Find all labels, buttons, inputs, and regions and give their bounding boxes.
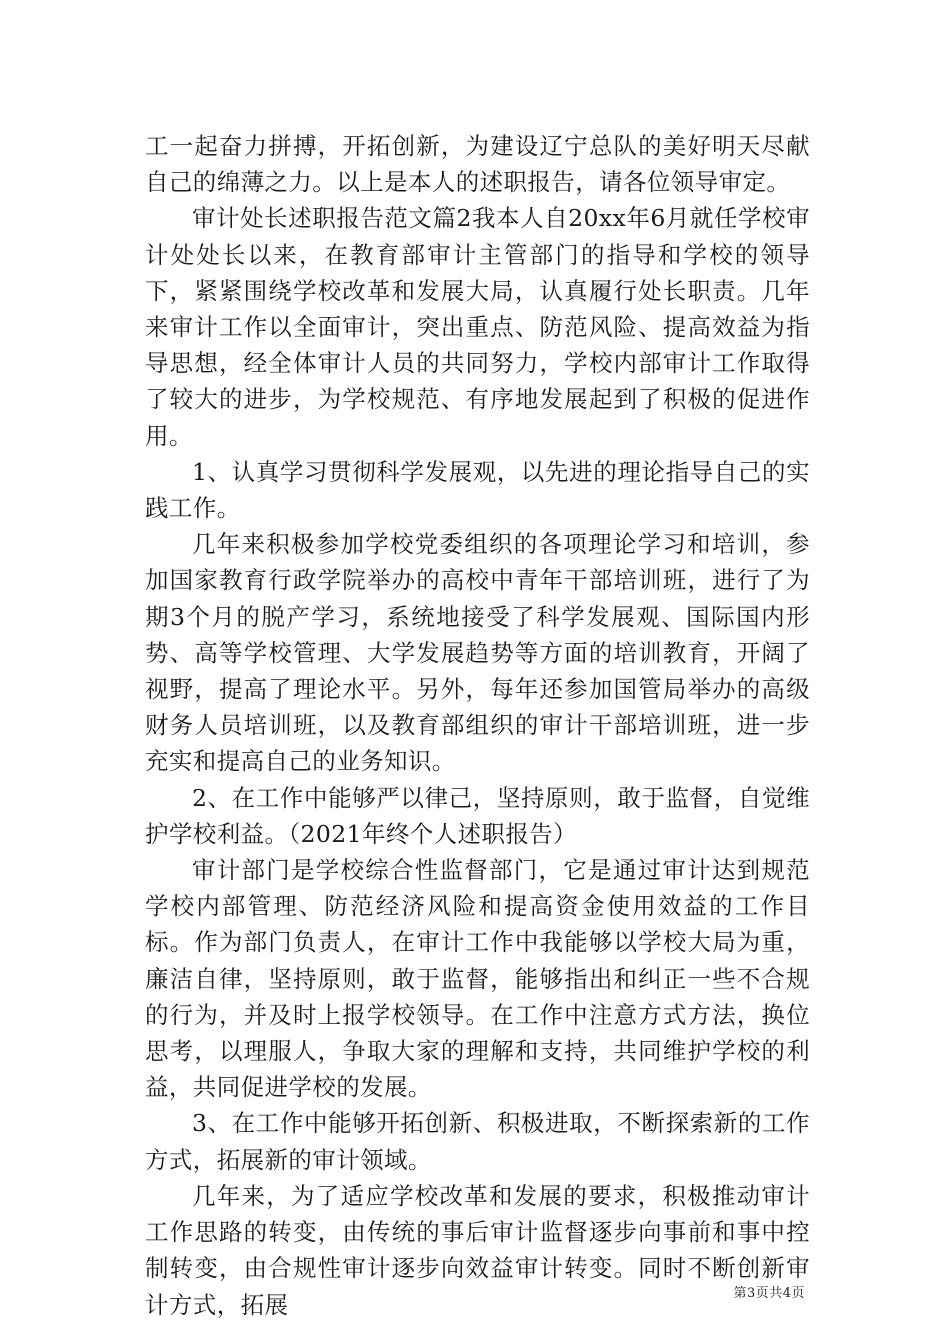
paragraph-closing-continuation: 工一起奋力拼搏，开拓创新，为建设辽宁总队的美好明天尽献自己的绵薄之力。以上是本人的述职报告，请各位领导审定。	[145, 132, 810, 197]
document-body	[145, 128, 810, 1323]
paragraph-report-intro: 审计处长述职报告范文篇2我本人自20xx年6月就任学校审计处处长以来，在教育部审计主管部门的指导和学校的领导下，紧紧围绕学校改革和发展大局，认真履行处长职责。几年来审计工作以全面审计，突出重点、防范风险、提高效益为指导思想，经全体审计人员的共同努力，学校内部审计工作取得了较大的进步，为学校规范、有序地发展起到了积极的促进作用。	[145, 204, 810, 450]
paragraph-point-3-body: 几年来，为了适应学校改革和发展的要求，积极推动审计工作思路的转变，由传统的事后审计监督逐步向事前和事中控制转变，由合规性审计逐步向效益审计转变。同时不断创新审计方式，拓展	[145, 1181, 810, 1319]
paragraph-point-2-body: 审计部门是学校综合性监督部门，它是通过审计达到规范学校内部管理、防范经济风险和提高资金使用效益的工作目标。作为部门负责人，在审计工作中我能够以学校大局为重，廉洁自律，坚持原则，敢于监督，能够指出和纠正一些不合规的行为，并及时上报学校领导。在工作中注意方式方法，换位思考，以理服人，争取大家的理解和支持，共同维护学校的利益，共同促进学校的发展。	[145, 856, 810, 1102]
paragraph-point-3-heading: 3、在工作中能够开拓创新、积极进取，不断探索新的工作方式，拓展新的审计领域。	[145, 1109, 810, 1174]
paragraph-point-2-heading: 2、在工作中能够严以律己，坚持原则，敢于监督，自觉维护学校利益。（2021年终个人述职报告）	[145, 783, 810, 848]
paragraph-point-1-heading: 1、认真学习贯彻科学发展观，以先进的理论指导自己的实践工作。	[145, 457, 810, 523]
paragraph-point-1-body: 几年来积极参加学校党委组织的各项理论学习和培训，参加国家教育行政学院举办的高校中青年干部培训班，进行了为期3个月的脱产学习，系统地接受了科学发展观、国际国内形势、高等学校管理、大学发展趋势等方面的培训教育，开阔了视野，提高了理论水平。另外，每年还参加国管局举办的高级财务人员培训班，以及教育部组织的审计干部培训班，进一步充实和提高自己的业务知识。	[145, 530, 810, 776]
page-number: 第3页共4页	[733, 1286, 805, 1301]
